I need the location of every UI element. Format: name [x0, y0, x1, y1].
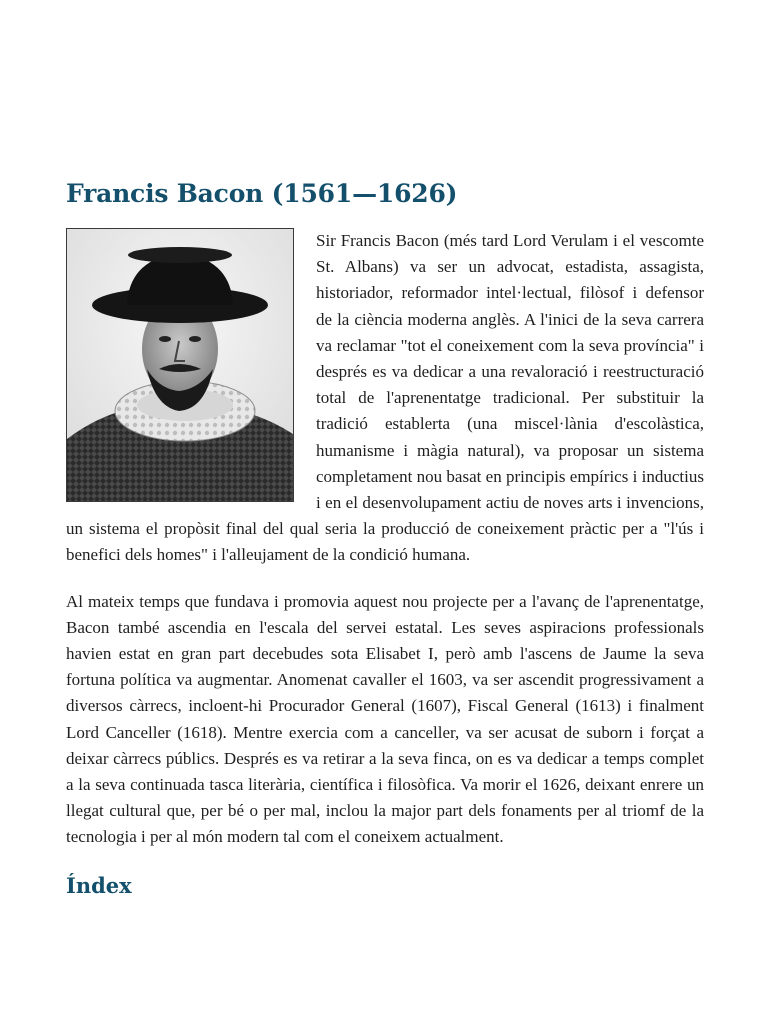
- article-title: Francis Bacon (1561—1626): [66, 179, 458, 208]
- portrait-image: [66, 228, 294, 502]
- portrait-engraving-icon: [67, 229, 293, 501]
- paragraph-1: Sir Francis Bacon (més tard Lord Verulam i el vescomte St. Albans) va ser un advocat, estadista, assagista, historiador, reformador intel·lectual, filòsof i defensor de la ciència moderna anglès. A l'inici de la seva carrera va reclamar "tot el coneixement com la seva província" i després es va dedicar a una revaloració i reestructuració total de l'aprenentatge tradicional. Per substituir la tradició establerta (una miscel·lània d'escolàstica, humanisme i màgia natural), va proposar un sistema completament nou basat en principis empírics i inductius i en el desenvolupament actiu de noves arts i invencions, un sistema el propòsit final del qual seria la producció de coneixement pràctic per a "l'ús i benefici dels homes" i l'alleujament de la condició humana.: [66, 231, 704, 565]
- index-heading[interactable]: Índex: [66, 872, 132, 898]
- article: [66, 178, 704, 898]
- paragraph-2: Al mateix temps que fundava i promovia aquest nou projecte per a l'avanç de l'aprenentatge, Bacon també ascendia en l'escala del servei estatal. Les seves aspiracions professionals havien estat en gran part decebudes sota Elisabet I, però amb l'ascens de Jaume la seva fortuna política va augmentar. Anomenat cavaller el 1603, va ser ascendit progressivament a diversos càrrecs, incloent-hi Procurador General (1607), Fiscal General (1613) i finalment Lord Canceller (1618). Mentre exercia com a canceller, va ser acusat de suborn i forçat a deixar càrrecs públics. Després es va retirar a la seva finca, on es va dedicar a temps complet a la seva continuada tasca literària, científica i filosòfica. Va morir el 1626, deixant enrere un llegat cultural que, per bé o per mal, inclou la major part dels fonaments per al triomf de la tecnologia i per al món modern tal com el coneixem actualment.: [66, 591, 704, 847]
